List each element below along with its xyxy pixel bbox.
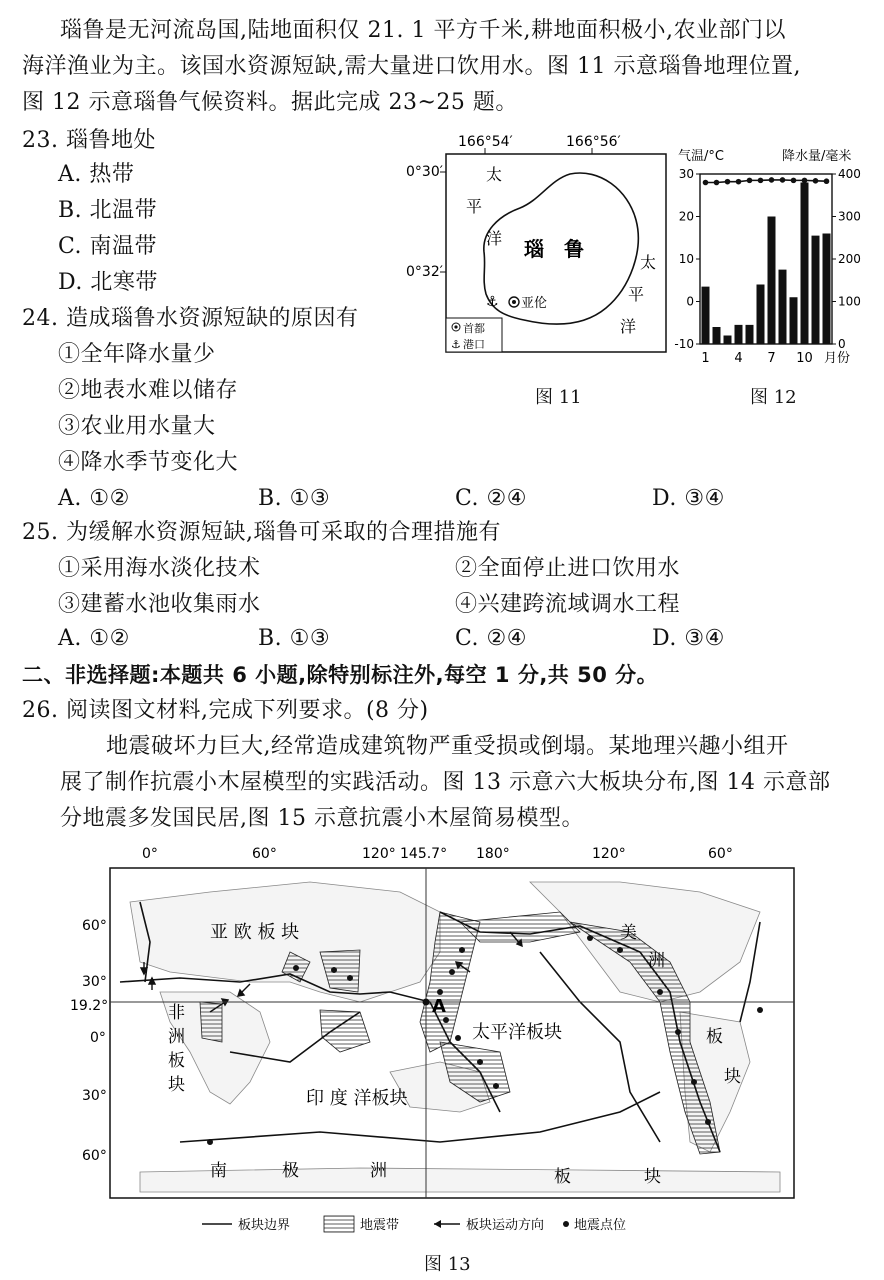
fig13-legend-seismic: 地震带 [360,1218,400,1233]
fig13-lat-60n: 60° [82,918,107,934]
fig12-x-unit: 月份 [824,351,851,366]
fig13-lat-0: 0° [90,1030,106,1046]
fig12-precip-bar-4 [735,325,743,344]
fig13-lat-30n: 30° [82,974,107,990]
q25-option-d: D. ③④ [652,626,725,651]
fig12-right-tick-label: 300 [838,209,861,224]
fig11-ocean-left-3: 洋 [486,229,503,248]
fig12-temp-point-7 [769,177,775,183]
fig12-left-tick-label: 0 [686,294,694,309]
fig11-ocean-right-2: 平 [628,285,645,304]
fig13-africa-1: 非 [168,1003,185,1023]
fig13-lat-60s: 60° [82,1148,107,1164]
fig13-america-2: 洲 [648,951,665,971]
fig12-temp-point-1 [703,180,709,186]
section-2-heading: 二、非选择题:本题共 6 小题,除特别标注外,每空 1 分,共 50 分。 [22,663,659,687]
fig12-precip-bar-8 [779,270,787,344]
q24-option-c: C. ②④ [455,486,527,511]
fig12-left-tick-label: 30 [678,167,694,181]
fig12-left-axis-label: 气温/°C [678,149,724,164]
fig12-precip-bar-6 [757,285,765,345]
q24-item-2: ②地表水难以储存 [58,378,239,403]
q24-option-d: D. ③④ [652,486,725,511]
q25-item-3: ③建蓄水池收集雨水 [58,592,261,617]
fig13-lon-60: 60° [252,846,277,862]
fig13-legend-boundary: 板块边界 [238,1218,291,1233]
q25-stem: 25. 为缓解水资源短缺,瑙鲁可采取的合理措施有 [22,520,501,545]
fig13-antarctic-5: 块 [644,1167,661,1187]
fig12-temp-point-6 [758,178,764,184]
fig12-precip-bar-10 [801,183,809,345]
fig13-indian-plate: 印 度 洋板块 [306,1088,408,1109]
fig13-africa-3: 板 [168,1051,185,1071]
fig11-legend-port-icon: ⚓ [451,338,461,351]
figure-12-caption: 图 12 [750,387,797,408]
fig12-x-tick-label: 7 [767,351,776,366]
fig13-africa-2: 洲 [168,1027,185,1047]
fig12-x-tick-label: 10 [796,351,813,366]
figure-11-caption: 图 11 [535,387,582,408]
fig12-right-tick-label: 0 [838,337,846,351]
fig13-antarctic-2: 极 [282,1161,299,1181]
fig13-america-4: 块 [724,1067,741,1087]
fig13-antarctic-4: 板 [554,1167,571,1187]
q26-para-3: 分地震多发国民居,图 15 示意抗震小木屋简易模型。 [60,806,584,831]
fig11-ocean-left-2: 平 [466,197,483,216]
fig11-legend-capital: 首都 [463,322,485,335]
q26-para-2: 展了制作抗震小木屋模型的实践活动。图 13 示意六大板块分布,图 14 示意部 [60,770,831,795]
fig12-precip-bar-5 [746,325,754,344]
fig11-capital-label: 亚伦 [521,296,548,311]
fig12-temp-line [706,180,827,183]
fig13-legend-quake: 地震点位 [574,1218,627,1233]
fig12-precip-bar-1 [702,287,710,344]
fig11-legend-port: 港口 [463,338,485,351]
q24-item-3: ③农业用水量大 [58,414,216,439]
fig13-pacific-plate: 太平洋板块 [472,1022,562,1043]
fig13-lat-19: 19.2° [70,998,109,1014]
fig12-right-tick-label: 400 [838,167,861,181]
figure-12-climate-chart [674,144,868,368]
figure-13-plate-map [60,842,820,1250]
fig12-temp-point-9 [791,178,797,184]
q25-item-4: ④兴建跨流域调水工程 [455,592,681,617]
fig11-island-label: 瑙 鲁 [524,237,584,261]
q24-item-1: ①全年降水量少 [58,342,216,367]
fig11-ocean-right-3: 洋 [620,317,637,336]
fig12-precip-bar-11 [812,236,820,344]
q24-stem: 24. 造成瑙鲁水资源短缺的原因有 [22,306,359,331]
fig12-temp-point-11 [813,178,819,184]
q25-item-2: ②全面停止进口饮用水 [455,556,681,581]
intro-line-3: 图 12 示意瑙鲁气候资料。据此完成 23~25 题。 [22,90,518,115]
figure-11-map [400,128,672,358]
fig13-america-3: 板 [706,1027,723,1047]
fig12-x-tick-label: 4 [734,351,743,366]
fig13-lon-60w: 60° [708,846,733,862]
fig11-lat-1: 0°30′ [406,164,443,180]
fig13-eurasia-plate: 亚 欧 板 块 [210,922,300,943]
q23-stem: 23. 瑙鲁地处 [22,128,156,153]
fig13-legend [202,1216,626,1233]
fig12-precip-bar-7 [768,217,776,345]
q23-option-d: D. 北寒带 [58,270,158,295]
q24-item-4: ④降水季节变化大 [58,450,239,475]
fig12-precip-bar-12 [823,234,831,345]
fig12-right-axis-label: 降水量/毫米 [782,149,852,164]
fig11-ocean-left-1: 太 [486,165,503,184]
q23-option-a: A. 热带 [58,162,135,187]
figure-13-caption: 图 13 [424,1254,471,1275]
fig12-left-tick-label: 20 [678,209,694,224]
fig13-africa-4: 块 [168,1075,185,1095]
fig12-right-tick-label: 100 [838,294,861,309]
fig12-precip-bar-3 [724,336,732,345]
fig13-legend-motion: 板块运动方向 [466,1218,545,1233]
fig13-lon-120: 120° [362,846,396,862]
q25-item-1: ①采用海水淡化技术 [58,556,261,581]
q23-option-c: C. 南温带 [58,234,158,259]
fig11-lat-2: 0°32′ [406,264,443,280]
q25-option-a: A. ①② [58,626,130,651]
fig11-port-anchor-icon: ⚓ [486,294,499,310]
fig12-left-tick-label: -10 [674,337,694,351]
fig12-temp-point-4 [736,179,742,185]
q25-option-c: C. ②④ [455,626,527,651]
fig12-x-tick-label: 1 [701,351,710,366]
fig12-precip-bar-2 [713,327,721,344]
fig13-lon-180: 180° [476,846,510,862]
fig11-lon-1: 166°54′ [458,134,513,150]
q25-option-b: B. ①③ [258,626,331,651]
intro-line-1: 瑙鲁是无河流岛国,陆地面积仅 21. 1 平方千米,耕地面积极小,农业部门以 [60,18,786,43]
fig12-temp-point-3 [725,179,731,185]
fig13-point-a-marker [423,999,430,1006]
fig12-left-tick-label: 10 [678,252,694,266]
fig12-temp-point-8 [780,177,786,183]
fig13-lat-30s: 30° [82,1088,107,1104]
fig13-point-a-label: A [432,996,446,1017]
q26-stem: 26. 阅读图文材料,完成下列要求。(8 分) [22,698,429,723]
fig12-temp-point-12 [824,178,830,184]
q26-para-1: 地震破坏力巨大,经常造成建筑物严重受损或倒塌。某地理兴趣小组开 [106,734,789,759]
fig13-lon-145: 145.7° [400,846,448,862]
intro-line-2: 海洋渔业为主。该国水资源短缺,需大量进口饮用水。图 11 示意瑙鲁地理位置, [22,54,801,79]
fig12-right-tick-label: 200 [838,252,861,266]
fig13-lon-120w: 120° [592,846,626,862]
fig12-temp-point-5 [747,178,753,184]
fig12-precip-bar-9 [790,297,798,344]
fig13-antarctic-3: 洲 [370,1161,387,1181]
fig11-lon-2: 166°56′ [566,134,621,150]
q24-option-b: B. ①③ [258,486,331,511]
fig13-america-1: 美 [620,923,637,943]
fig13-lon-0: 0° [142,846,158,862]
q23-option-b: B. 北温带 [58,198,158,223]
fig13-antarctic-1: 南 [210,1161,227,1181]
fig11-ocean-right-1: 太 [640,253,657,272]
fig12-temp-point-2 [714,180,720,186]
fig12-temp-point-10 [802,178,808,184]
q24-option-a: A. ①② [58,486,130,511]
